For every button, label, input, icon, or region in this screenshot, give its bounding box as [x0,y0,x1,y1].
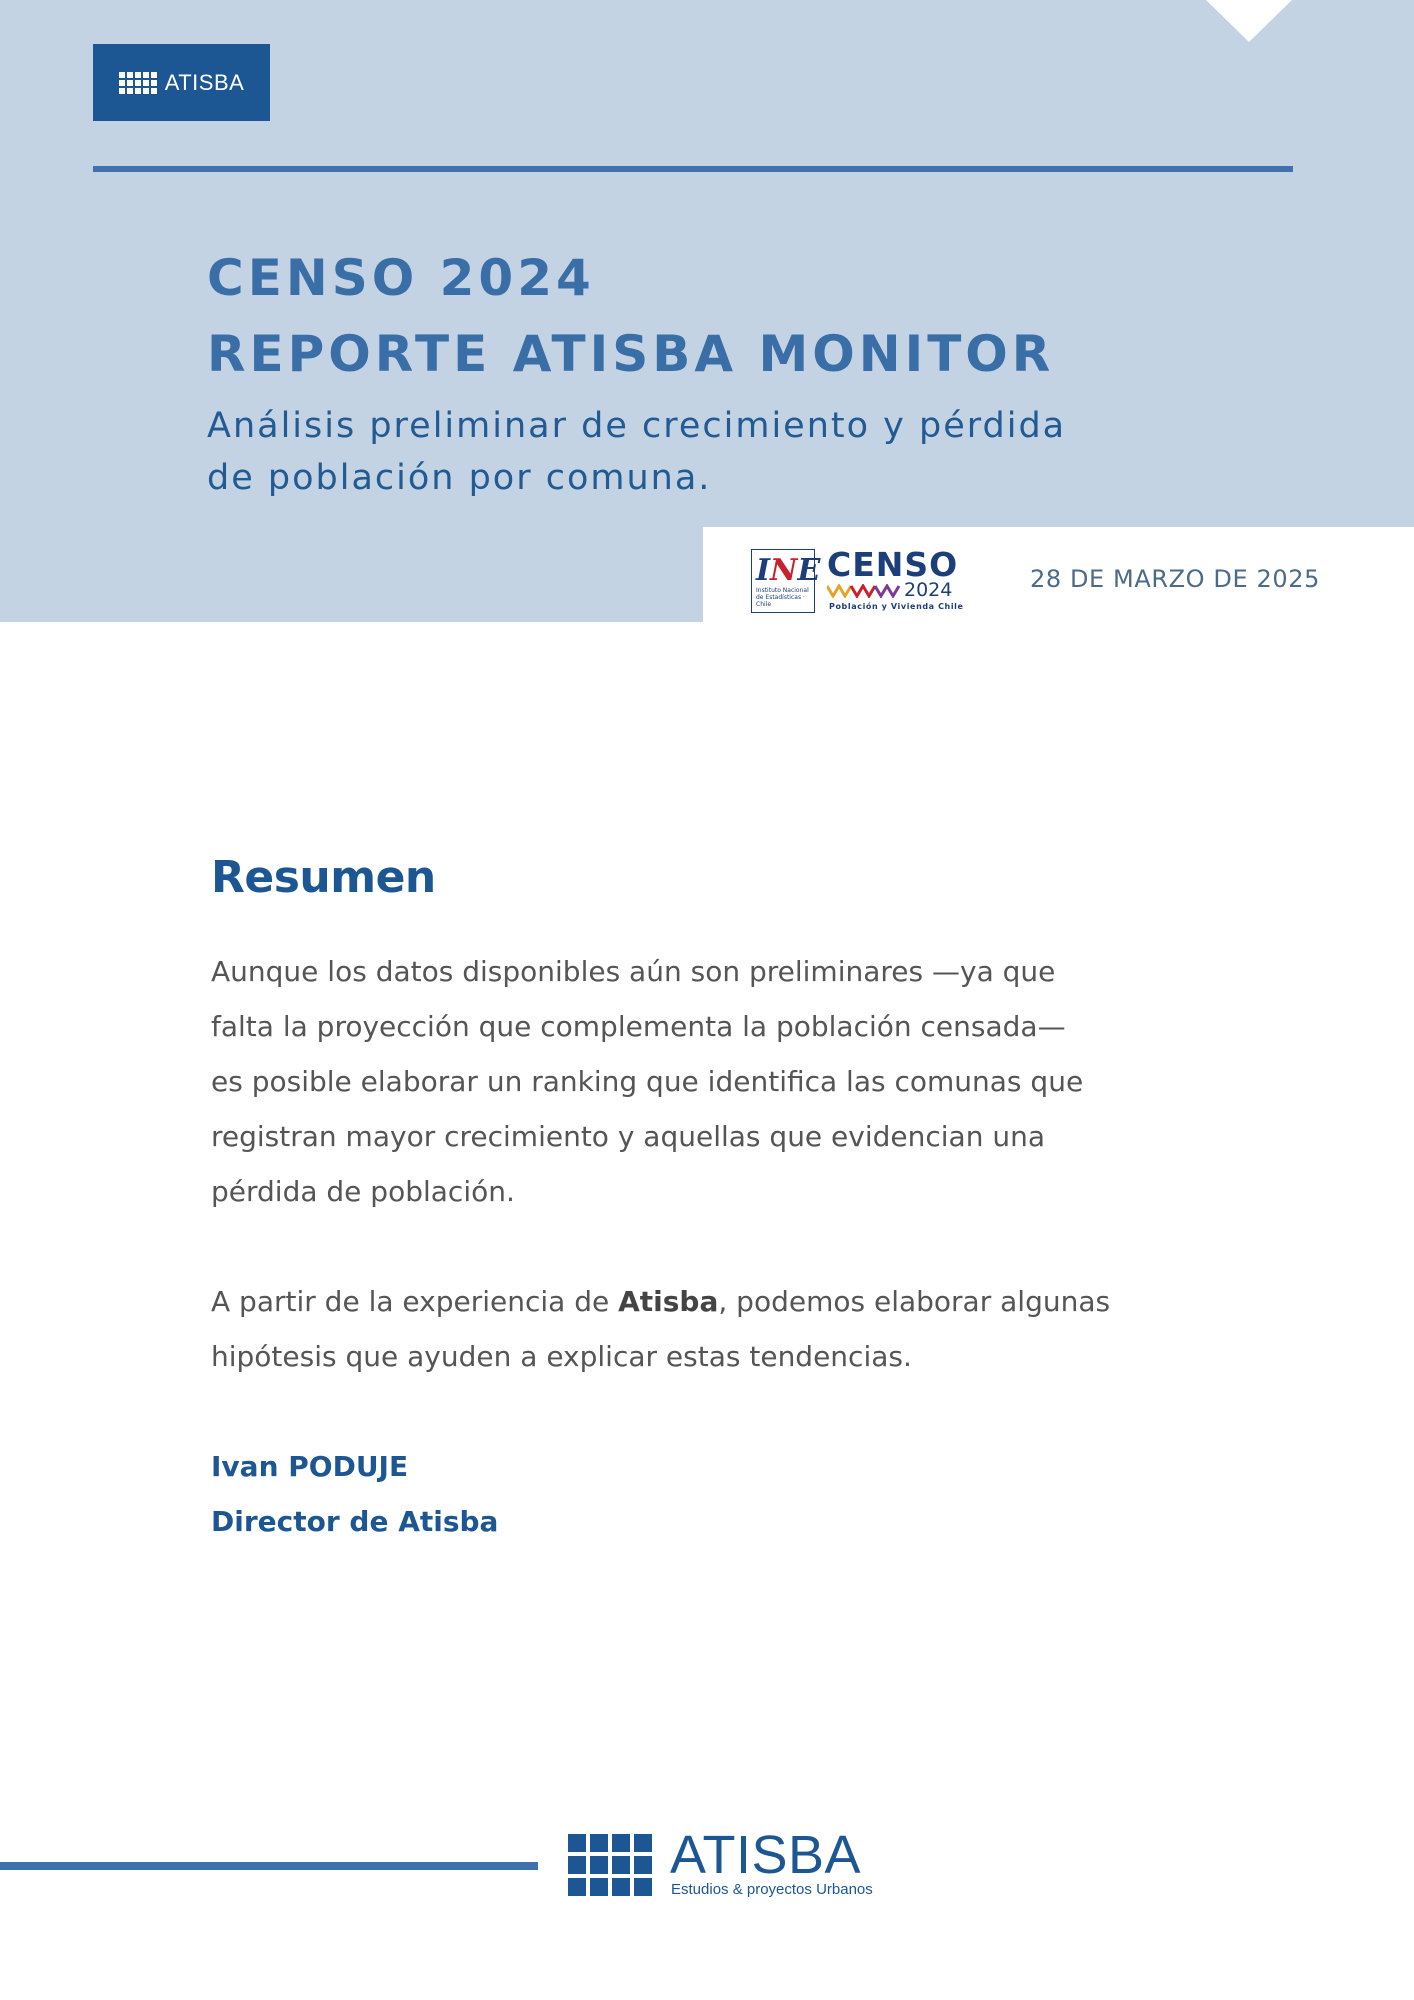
logo-text: ATISBA [164,69,245,95]
signature-name: Ivan PODUJE [211,1450,409,1483]
atisba-logo [93,44,270,121]
title-line-1: CENSO 2024 [207,249,595,307]
paragraph-line: pérdida de población. [211,1175,515,1208]
title-block [207,240,1207,504]
footer-logo-word: ATISBA [670,1825,862,1885]
subtitle-line-2: de población por comuna. [207,458,712,498]
censo-logo-tagline: Población y Vivienda Chile [829,602,964,611]
ine-caption: Instituto Nacional de Estadísticas · Chile [756,587,809,608]
signature-role: Director de Atisba [211,1505,499,1538]
corner-notch [1206,0,1292,42]
censo-zigzag-icon [827,584,903,598]
subtitle [207,400,1207,504]
paragraph-line: registran mayor crecimiento y aquellas que evidencian una [211,1120,1046,1153]
footer-atisba-logo [568,1825,888,1901]
title-line-2: REPORTE ATISBA MONITOR [207,325,1055,383]
header-rule [93,166,1293,172]
footer-rule [0,1862,538,1870]
report-date: 28 DE MARZO DE 2025 [1030,565,1320,593]
censo-logo-year: 2024 [904,579,953,601]
badge-panel [703,527,1414,623]
grid-logo-icon [119,72,157,94]
paragraph-line: es posible elaborar un ranking que identifica las comunas que [211,1065,1084,1098]
ine-logo [751,549,821,613]
footer-grid-icon [568,1834,652,1896]
footer-logo-tagline: Estudios & proyectos Urbanos [671,1881,873,1898]
subtitle-line-1: Análisis preliminar de crecimiento y pérdida [207,406,1067,446]
summary-heading: Resumen [211,852,436,903]
paragraph-line: hipótesis que ayuden a explicar estas tendencias. [211,1340,912,1373]
paragraph-line: Aunque los datos disponibles aún son preliminares —ya que [211,955,1056,988]
paragraph-line: falta la proyección que complementa la población censada— [211,1010,1066,1043]
summary-paragraph-2 [211,1274,1211,1384]
paragraph-line: A partir de la experiencia de Atisba, podemos elaborar algunas [211,1285,1111,1318]
summary-paragraph-1 [211,944,1211,1219]
atisba-emphasis: Atisba [618,1285,719,1318]
censo-logo-word: CENSO [827,545,959,584]
signature [211,1439,1211,1549]
ine-letters: INE [756,553,821,588]
summary-section [211,848,1211,1549]
